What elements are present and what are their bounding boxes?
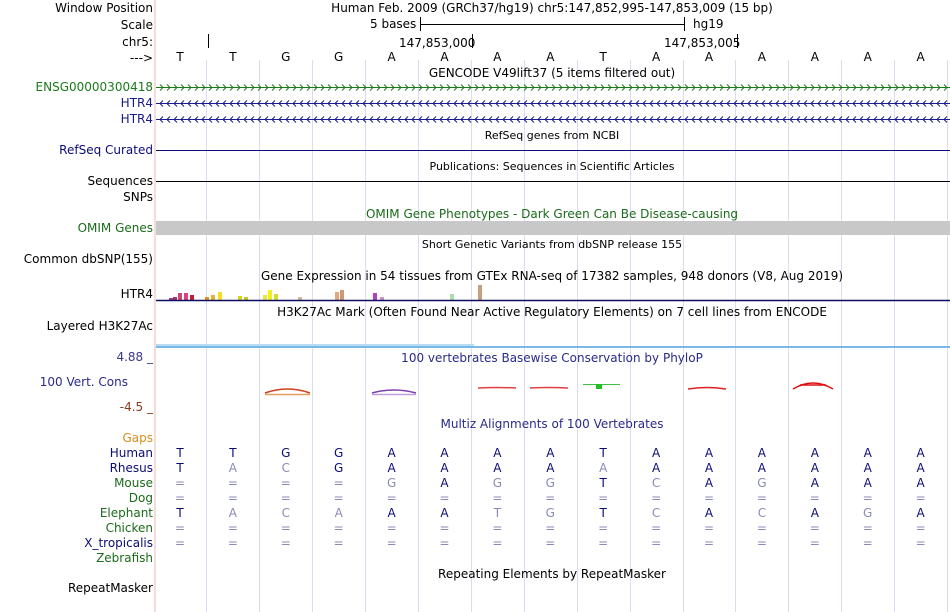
gtex-track-label[interactable]: HTR4 — [120, 287, 153, 301]
multiz-base: T — [599, 476, 607, 490]
multiz-base: = — [651, 521, 662, 535]
multiz-base: C — [651, 506, 661, 520]
multiz-base: G — [492, 476, 503, 490]
multiz-base: C — [651, 476, 661, 490]
omim-track-title: OMIM Gene Phenotypes - Dark Green Can Be Disease-causing — [365, 207, 739, 221]
multiz-base: T — [176, 446, 184, 460]
multiz-base: G — [334, 446, 344, 460]
phylop-track-label[interactable]: 100 Vert. Cons — [39, 375, 128, 389]
multiz-base: A — [704, 446, 714, 460]
multiz-species-label[interactable]: Rhesus — [109, 461, 153, 475]
multiz-base: A — [651, 461, 661, 475]
scale-label: Scale — [120, 18, 153, 32]
multiz-base: = — [915, 536, 926, 550]
multiz-base: T — [599, 506, 607, 520]
repeatmasker-track-label[interactable]: RepeatMasker — [67, 581, 153, 595]
coord-label-1: 147,853,000 — [399, 36, 476, 50]
reference-base: A — [916, 50, 925, 64]
multiz-base: = — [280, 491, 291, 505]
multiz-base: = — [492, 491, 503, 505]
multiz-base: = — [333, 491, 344, 505]
publications-track-title: Publications: Sequences in Scientific Articles — [429, 160, 675, 173]
omim-track-label[interactable]: OMIM Genes — [77, 221, 153, 235]
multiz-base: = — [862, 491, 873, 505]
multiz-base: A — [228, 461, 237, 475]
window-position-label: Window Position — [55, 1, 153, 15]
snps-group-label[interactable]: SNPs — [123, 190, 153, 204]
multiz-base: A — [651, 446, 661, 460]
multiz-base: G — [334, 461, 344, 475]
multiz-base: = — [227, 491, 238, 505]
gtex-track-title: Gene Expression in 54 tissues from GTEx RNA-seq of 17382 samples, 948 donors (V8, Aug 2019) — [260, 269, 844, 283]
phylop-min-label: -4.5 _ — [119, 400, 153, 414]
multiz-base: G — [281, 446, 291, 460]
reference-base: T — [599, 50, 607, 64]
reference-base: G — [334, 50, 344, 64]
multiz-base: = — [756, 536, 767, 550]
multiz-base: = — [280, 536, 291, 550]
multiz-base: = — [280, 476, 291, 490]
window-position-value: Human Feb. 2009 (GRCh37/hg19) chr5:147,852,995-147,853,009 (15 bp) — [331, 1, 773, 15]
multiz-base: C — [281, 461, 290, 475]
gencode-item-label[interactable]: HTR4 — [120, 112, 153, 126]
multiz-base: A — [599, 461, 608, 475]
multiz-base: = — [227, 521, 238, 535]
multiz-species-label[interactable]: Dog — [128, 491, 153, 505]
multiz-base: = — [439, 521, 450, 535]
multiz-base: A — [440, 506, 449, 520]
gencode-gene-line[interactable] — [156, 101, 950, 107]
reference-base: T — [176, 50, 184, 64]
multiz-base: = — [439, 536, 450, 550]
multiz-base: = — [386, 521, 397, 535]
phylop-wiggle[interactable] — [265, 383, 833, 395]
multiz-base: = — [333, 536, 344, 550]
multiz-base: = — [386, 491, 397, 505]
multiz-base: = — [756, 521, 767, 535]
multiz-base: A — [704, 506, 714, 520]
omim-bar[interactable] — [156, 221, 950, 235]
phylop-max-label: 4.88 _ — [116, 350, 153, 364]
multiz-base: A — [810, 446, 819, 460]
multiz-base: T — [176, 461, 184, 475]
gencode-item-label[interactable]: ENSG00000300418 — [35, 80, 153, 94]
multiz-base: A — [810, 476, 819, 490]
reference-base: A — [546, 50, 555, 64]
multiz-base: = — [174, 476, 186, 490]
multiz-base: = — [174, 521, 186, 535]
dbsnp-track-title: Short Genetic Variants from dbSNP release 155 — [421, 238, 683, 251]
gencode-gene-line[interactable] — [156, 117, 950, 123]
multiz-base: = — [439, 491, 450, 505]
multiz-base: A — [387, 506, 396, 520]
multiz-base: G — [863, 506, 873, 520]
multiz-base: T — [229, 446, 237, 460]
gtex-bars[interactable] — [156, 285, 950, 301]
multiz-base: = — [386, 536, 397, 550]
multiz-base: T — [176, 506, 184, 520]
multiz-base: = — [333, 521, 344, 535]
multiz-base: A — [863, 446, 872, 460]
reference-base: G — [281, 50, 291, 64]
strand-label: ---> — [129, 51, 153, 65]
multiz-base: T — [493, 506, 502, 520]
multiz-base: A — [546, 461, 555, 475]
multiz-base: A — [387, 461, 396, 475]
multiz-base: = — [598, 491, 609, 505]
multiz-base: = — [809, 491, 820, 505]
multiz-base: = — [545, 491, 556, 505]
multiz-base: = — [492, 521, 503, 535]
multiz-base: G — [386, 476, 397, 490]
reference-base: A — [440, 50, 449, 64]
multiz-base: A — [546, 446, 555, 460]
multiz-base: A — [704, 476, 714, 490]
refseq-track-label[interactable]: RefSeq Curated — [59, 143, 153, 157]
scale-assembly-text: hg19 — [693, 17, 724, 31]
multiz-base: = — [651, 491, 662, 505]
repeatmasker-track-title: Repeating Elements by RepeatMasker — [438, 567, 666, 581]
multiz-base: = — [492, 536, 503, 550]
publications-track-label[interactable]: Sequences — [87, 174, 153, 188]
multiz-base: A — [493, 446, 502, 460]
reference-base: A — [387, 50, 396, 64]
multiz-base: A — [863, 461, 872, 475]
multiz-base: = — [756, 491, 767, 505]
reference-base: A — [757, 50, 766, 64]
gencode-track-title: GENCODE V49lift37 (5 items filtered out) — [428, 66, 676, 80]
multiz-base: A — [757, 461, 766, 475]
multiz-gaps-label[interactable]: Gaps — [122, 431, 153, 445]
reference-base: A — [863, 50, 872, 64]
multiz-base: A — [916, 446, 925, 460]
multiz-base: A — [810, 461, 819, 475]
scale-bar — [420, 17, 685, 31]
gencode-gene-line[interactable] — [156, 85, 950, 91]
multiz-base: A — [916, 461, 925, 475]
multiz-base: A — [810, 506, 819, 520]
reference-base: T — [229, 50, 237, 64]
multiz-base: = — [703, 521, 715, 535]
multiz-base: = — [862, 536, 873, 550]
multiz-base: = — [915, 521, 926, 535]
multiz-base: A — [757, 446, 766, 460]
reference-base: A — [493, 50, 502, 64]
multiz-base: G — [545, 476, 555, 490]
multiz-base: G — [757, 476, 767, 490]
multiz-base: = — [545, 536, 556, 550]
multiz-base: = — [915, 491, 926, 505]
h3k27ac-track-label[interactable]: Layered H3K27Ac — [46, 319, 153, 333]
multiz-species-label[interactable]: Chicken — [105, 521, 153, 535]
multiz-track-title: Multiz Alignments of 100 Vertebrates — [440, 417, 664, 431]
gencode-item-label[interactable]: HTR4 — [120, 96, 153, 110]
multiz-base: A — [387, 446, 396, 460]
multiz-base: = — [174, 491, 186, 505]
multiz-base: = — [545, 521, 556, 535]
multiz-base: C — [281, 506, 290, 520]
multiz-base: = — [651, 536, 662, 550]
multiz-base: = — [809, 536, 820, 550]
multiz-base: = — [598, 536, 609, 550]
multiz-base: C — [757, 506, 767, 520]
multiz-base: = — [174, 536, 186, 550]
multiz-base: A — [228, 506, 237, 520]
multiz-base: A — [863, 476, 872, 490]
multiz-species-label[interactable]: Mouse — [114, 476, 153, 490]
multiz-base: A — [440, 461, 449, 475]
multiz-base: = — [809, 521, 820, 535]
reference-base: A — [651, 50, 661, 64]
multiz-base: = — [862, 521, 873, 535]
multiz-base: = — [703, 536, 715, 550]
multiz-species-label[interactable]: X_tropicalis — [84, 536, 153, 550]
multiz-base: A — [440, 476, 449, 490]
multiz-base: = — [227, 476, 238, 490]
dbsnp-track-label[interactable]: Common dbSNP(155) — [23, 252, 153, 266]
multiz-species-label[interactable]: Human — [109, 446, 153, 460]
multiz-base: G — [545, 506, 555, 520]
scale-bases-text: 5 bases — [370, 17, 417, 31]
multiz-base: A — [440, 446, 449, 460]
multiz-base: A — [334, 506, 343, 520]
multiz-species-label[interactable]: Zebrafish — [96, 551, 153, 565]
multiz-base: A — [916, 506, 925, 520]
multiz-species-label[interactable]: Elephant — [99, 506, 153, 520]
multiz-base: = — [598, 521, 609, 535]
reference-base: A — [704, 50, 714, 64]
h3k27ac-track-title: H3K27Ac Mark (Often Found Near Active Regulatory Elements) on 7 cell lines from ENCODE — [277, 305, 827, 319]
coord-label-2: 147,853,005 — [664, 36, 741, 50]
multiz-base: = — [703, 491, 715, 505]
reference-base: A — [810, 50, 819, 64]
multiz-base: = — [227, 536, 238, 550]
multiz-base: = — [280, 521, 291, 535]
refseq-track-title: RefSeq genes from NCBI — [484, 129, 620, 142]
multiz-base: A — [493, 461, 502, 475]
multiz-base: = — [333, 476, 344, 490]
multiz-base: A — [916, 476, 925, 490]
multiz-base: T — [599, 446, 607, 460]
phylop-track-title: 100 vertebrates Basewise Conservation by PhyloP — [401, 351, 703, 365]
multiz-base: A — [704, 461, 714, 475]
h3k27ac-signal[interactable] — [156, 344, 950, 348]
chrom-label: chr5: — [122, 35, 153, 49]
